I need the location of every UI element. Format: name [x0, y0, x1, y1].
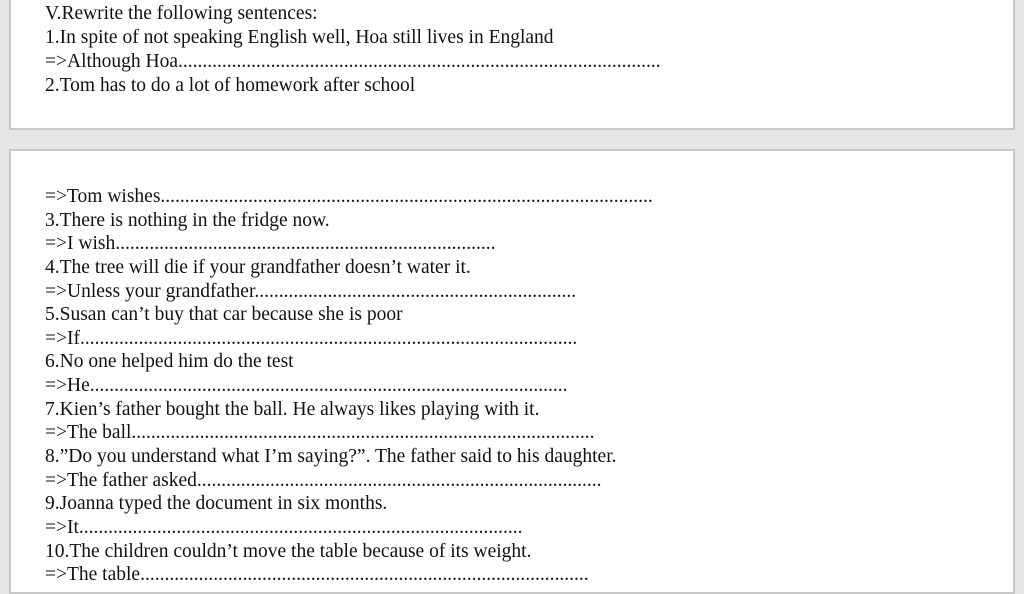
answer-line-6: =>He..................................................................................................: [45, 375, 568, 396]
question-3: 3.There is nothing in the fridge now.: [45, 210, 330, 231]
document-page-1: [9, 0, 1015, 130]
answer-line-5: =>If......................................................................................................: [45, 328, 578, 349]
question-10: 10.The children couldn’t move the table because of its weight.: [45, 541, 532, 562]
answer-line-2: =>Tom wishes.....................................................................................................: [45, 186, 653, 207]
question-7: 7.Kien’s father bought the ball. He always likes playing with it.: [45, 399, 540, 420]
answer-line-8: =>The father asked...................................................................................: [45, 470, 602, 491]
document-page-2: [9, 149, 1015, 594]
answer-line-4: =>Unless your grandfather..................................................................: [45, 281, 577, 302]
answer-line-9: =>It...........................................................................................: [45, 517, 523, 538]
question-8: 8.”Do you understand what I’m saying?”. The father said to his daughter.: [45, 446, 617, 467]
question-1: 1.In spite of not speaking English well, Hoa still lives in England: [45, 27, 554, 48]
answer-line-1: =>Although Hoa...................................................................................................: [45, 51, 661, 72]
answer-line-10: =>The table............................................................................................: [45, 564, 589, 585]
answer-line-7: =>The ball...............................................................................................: [45, 422, 595, 443]
question-2: 2.Tom has to do a lot of homework after school: [45, 75, 416, 96]
answer-line-3: =>I wish..............................................................................: [45, 233, 496, 254]
question-9: 9.Joanna typed the document in six months.: [45, 493, 388, 514]
question-4: 4.The tree will die if your grandfather doesn’t water it.: [45, 257, 471, 278]
question-5: 5.Susan can’t buy that car because she is poor: [45, 304, 403, 325]
question-6: 6.No one helped him do the test: [45, 351, 294, 372]
section-heading: V.Rewrite the following sentences:: [45, 3, 318, 24]
